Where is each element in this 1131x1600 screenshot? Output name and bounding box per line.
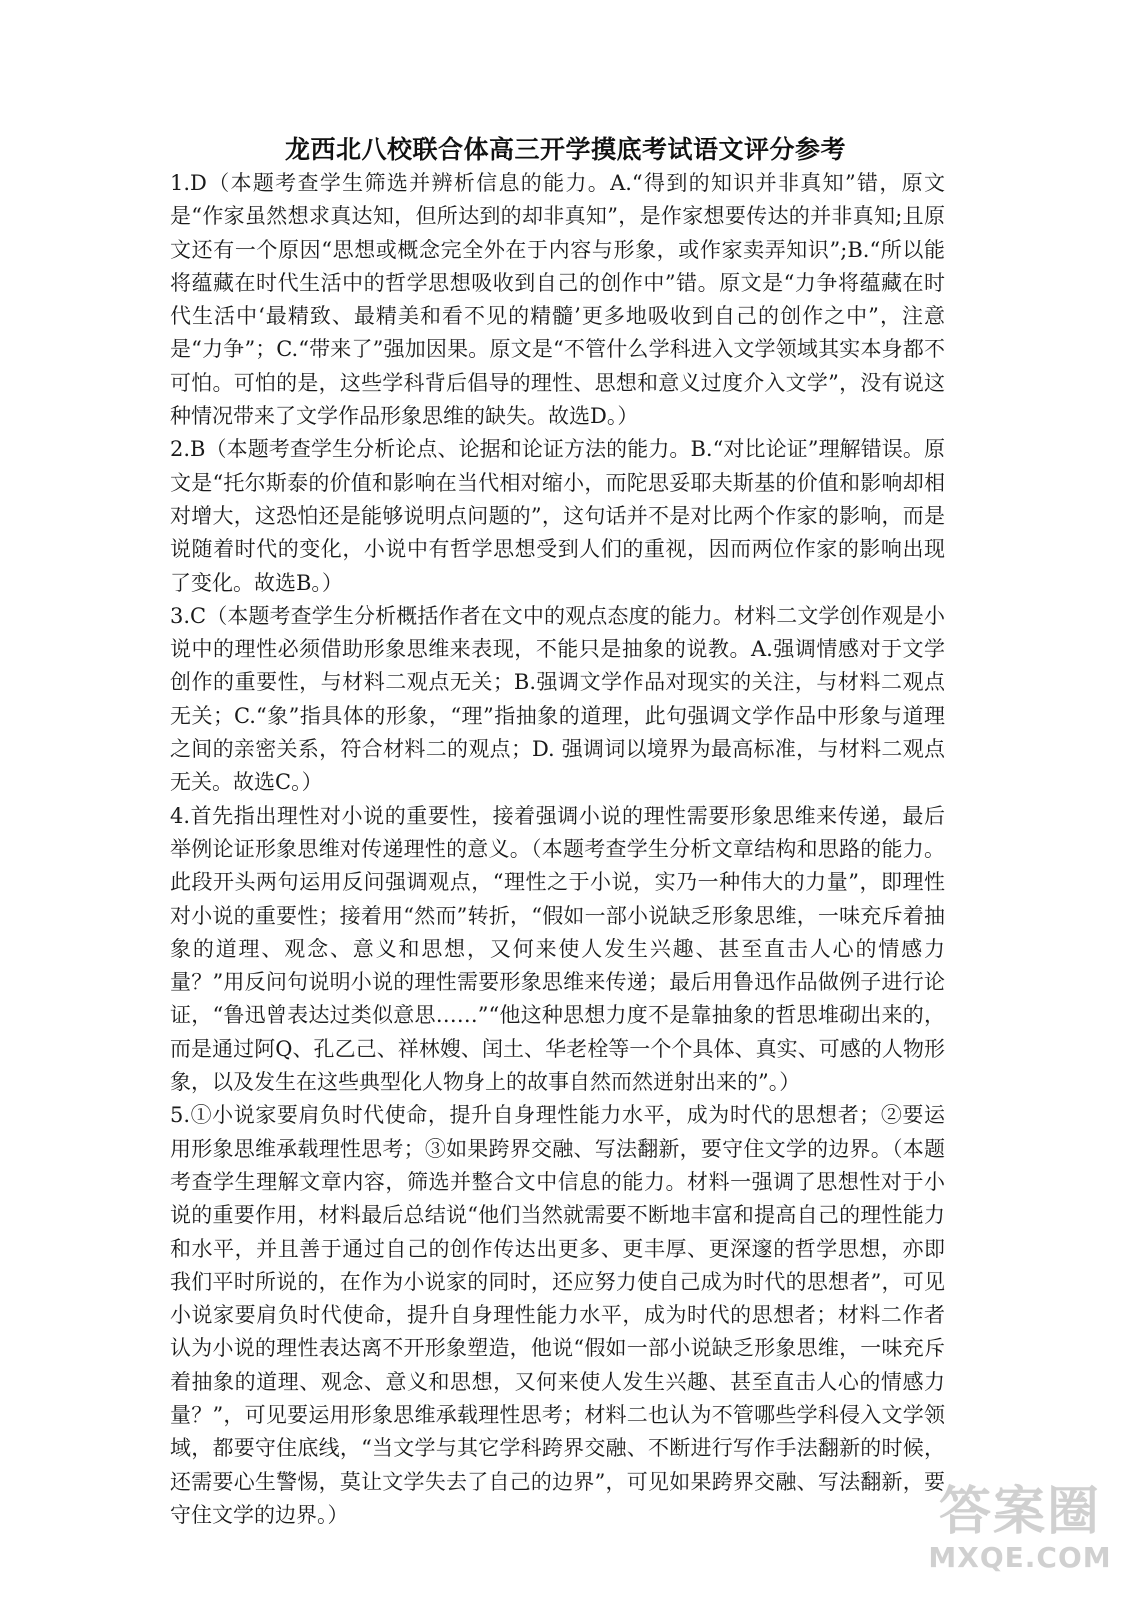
watermark-logo-text: 答案圈 xyxy=(938,1482,1101,1542)
answer-item-4: 4.首先指出理性对小说的重要性，接着强调小说的理性需要形象思维来传递，最后举例论证形象思维对传递理性的意义。（本题考查学生分析文章结构和思路的能力。此段开头两句运用反问强调观点，“理性之于小说，实乃一种伟大的力量”，即理性对小说的重要性；接着用“然而”转折，“假如一部小说缺乏形象思维，一味充斥着抽象的道理、观念、意义和思想，又何来使人发生兴趣、甚至直击人心的情感力量？”用反问句说明小说的理性需要形象思维来传递；最后用鲁迅作品做例子进行论证，“鲁迅曾表达过类似意思……”“他这种思想力度不是靠抽象的哲思堆砌出来的，而是通过阿Q、孔乙己、祥林嫂、闰土、华老栓等一个个具体、真实、可感的人物形象，以及发生在这些典型化人物身上的故事自然而然迸射出来的”。） xyxy=(170,803,945,1095)
answer-item-3: 3.C（本题考查学生分析概括作者在文中的观点态度的能力。材料二文学创作观是小说中的理性必须借助形象思维来表现，不能只是抽象的说教。A.强调情感对于文学创作的重要性，与材料二观点无关；B.强调文学作品对现实的关注，与材料二观点无关；C.“象”指具体的形象，“理”指抽象的道理，此句强调文学作品中形象与道理之间的亲密关系，符合材料二的观点；D. 强调词以境界为最高标准，与材料二观点无关。故选C。） xyxy=(170,603,945,795)
watermark-logo xyxy=(925,1482,1115,1592)
answer-item-5: 5.①小说家要肩负时代使命，提升自身理性能力水平，成为时代的思想者；②要运用形象思维承载理性思考；③如果跨界交融、写法翻新，要守住文学的边界。（本题考查学生理解文章内容，筛选并整合文中信息的能力。材料一强调了思想性对于小说的重要作用，材料最后总结说“他们当然就需要不断地丰富和提高自己的理性能力和水平，并且善于通过自己的创作传达出更多、更丰厚、更深邃的哲学思想，亦即我们平时所说的，在作为小说家的同时，还应努力使自己成为时代的思想者”，可见小说家要肩负时代使命，提升自身理性能力水平，成为时代的思想者；材料二作者认为小说的理性表达离不开形象塑造，他说“假如一部小说缺乏形象思维，一味充斥着抽象的道理、观念、意义和思想，又何来使人发生兴趣、甚至直击人心的情感力量？”，可见要运用形象思维承载理性思考；材料二也认为不管哪些学科侵入文学领域，都要守住底线，“当文学与其它学科跨界交融、不断进行写作手法翻新的时候，还需要心生警惕，莫让文学失去了自己的边界”，可见如果跨界交融、写法翻新，要守住文学的边界。） xyxy=(170,1103,945,1527)
answer-list xyxy=(170,167,945,1532)
document-title: 龙西北八校联合体高三开学摸底考试语文评分参考 xyxy=(284,135,846,164)
answer-item-2: 2.B（本题考查学生分析论点、论据和论证方法的能力。B.“对比论证”理解错误。原文是“托尔斯泰的价值和影响在当代相对缩小，而陀思妥耶夫斯基的价值和影响却相对增大，这恐怕还是能够说明点问题的”，这句话并不是对比两个作家的影响，而是说随着时代的变化，小说中有哲学思想受到人们的重视，因而两位作家的影响出现了变化。故选B。） xyxy=(170,437,945,595)
answer-item-1: 1.D（本题考查学生筛选并辨析信息的能力。A.“得到的知识并非真知”错，原文是“作家虽然想求真达知，但所达到的却非真知”，是作家想要传达的并非真知;且原文还有一个原因“思想或概念完全外在于内容与形象，或作家卖弄知识”;B.“所以能将蕴藏在时代生活中的哲学思想吸收到自己的创作中”错。原文是“力争将蕴藏在时代生活中‘最精致、最精美和看不见的精髓’更多地吸收到自己的创作之中”，注意是“力争”；C.“带来了”强加因果。原文是“不管什么学科进入文学领域其实本身都不可怕。可怕的是，这些学科背后倡导的理性、思想和意义过度介入文学”，没有说这种情况带来了文学作品形象思维的缺失。故选D。） xyxy=(170,171,945,429)
watermark-site-text: MXQE.COM xyxy=(928,1541,1112,1574)
